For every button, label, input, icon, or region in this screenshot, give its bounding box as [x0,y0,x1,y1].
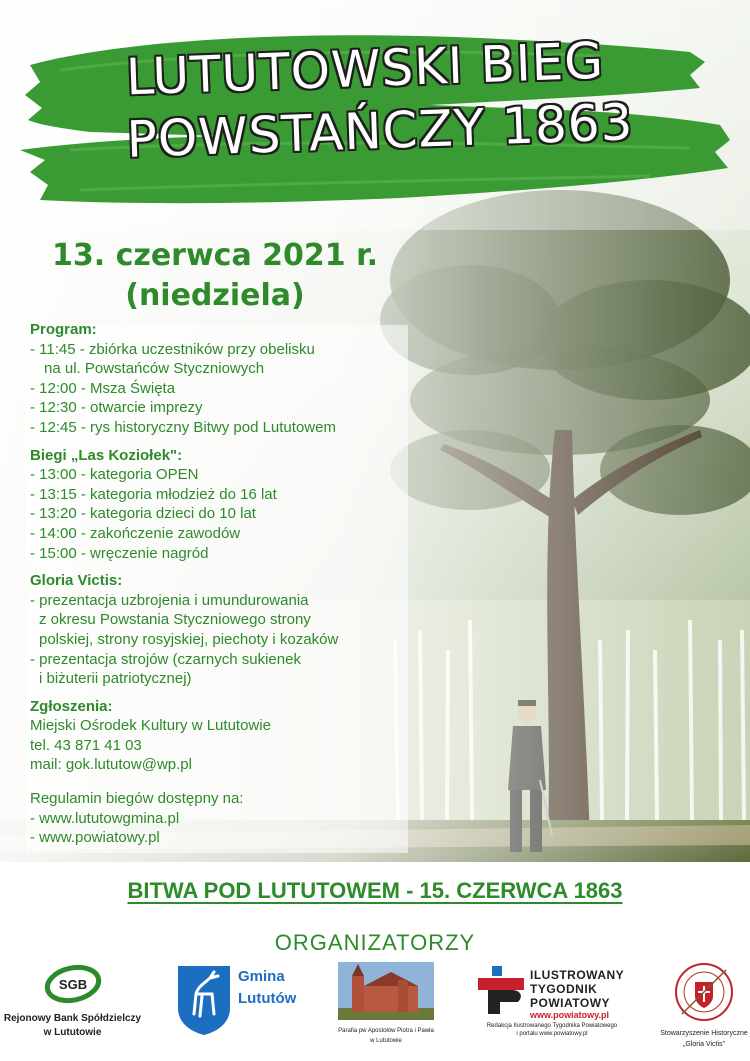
parafia-caption-2: w Lututowie [370,1038,402,1044]
gloria-item: z okresu Powstania Styczniowego strony [39,611,311,629]
runs-heading: Biegi „Las Koziołek": [30,446,183,464]
gloria-item: - prezentacja uzbrojenia i umundurowania [30,591,309,609]
runs-item: - 14:00 - zakończenie zawodów [30,524,241,542]
gloria-heading: Gloria Victis: [30,572,123,590]
itp-line-2: TYGODNIK [530,982,598,996]
itp-caption [478,1022,626,1038]
gloria-item: polskiej, strony rosyjskiej, piechoty i kozaków [39,630,339,648]
itp-line-1: ILUSTROWANY [530,968,625,982]
itp-caption-1: Redakcja Ilustrowanego Tygodnika Powiatowego [486,1023,618,1029]
program-content [30,320,410,856]
gv-caption-2: „Gloria Victis" [682,1041,726,1048]
gmina-line-1: Gmina [238,968,285,985]
program-section [30,320,410,438]
page-title [0,31,750,169]
registration-heading: Zgłoszenia: [30,697,113,715]
itp-url[interactable]: www.powiatowy.pl [530,1010,610,1020]
rules-link[interactable]: - www.powiatowy.pl [30,829,160,847]
rules-link[interactable]: - www.lututowgmina.pl [30,809,180,827]
itp-mark-icon [478,966,526,1016]
program-item: - 11:45 - zbiórka uczestników przy obelisku [30,340,315,358]
event-date [0,236,430,316]
gloria-item: - prezentacja strojów (czarnych sukienek [30,650,301,668]
battle-banner [0,878,750,904]
registration-phone[interactable]: tel. 43 871 41 03 [30,736,142,754]
parafia-logo [336,962,436,1045]
gmina-logo [176,962,326,1040]
runs-item: - 13:20 - kategoria dzieci do 10 lat [30,505,256,523]
event-day-line: (niedziela) [125,278,305,313]
program-heading: Program: [30,321,97,338]
church-icon [338,962,434,1020]
title-line-2: POWSTAŃCZY 1863 [125,93,635,169]
program-item: - 12:45 - rys historyczny Bitwy pod Lututowem [30,418,336,436]
itp-title [530,968,624,1010]
gloria-section [30,571,410,689]
runs-item: - 15:00 - wręczenie nagród [30,544,209,562]
parafia-caption-1: Parafia pw Apostołów Piotra i Pawła [338,1028,434,1034]
gloria-victis-logo [658,962,750,1049]
rules-section [30,789,410,848]
program-item: - 12:30 - otwarcie imprezy [30,399,203,417]
gloria-victis-seal-icon [674,962,734,1022]
runs-item: - 13:15 - kategoria młodzież do 16 lat [30,485,277,503]
event-date-line: 13. czerwca 2021 r. [51,238,378,273]
registration-mail[interactable]: mail: gok.lututow@wp.pl [30,756,192,774]
runs-section [30,446,410,564]
registration-org: Miejski Ośrodek Kultury w Lututowie [30,717,271,735]
sgb-caption-1: Rejonowy Bank Spółdzielczy [3,1013,142,1024]
itp-line-3: POWIATOWY [530,996,611,1010]
runs-item: - 13:00 - kategoria OPEN [30,466,199,484]
battle-text: BITWA POD LUTUTOWEM - 15. CZERWCA 1863 [127,878,623,903]
program-item: na ul. Powstańców Styczniowych [44,360,265,378]
gloria-item: i biżuterii patriotycznej) [39,670,192,688]
sgb-logo [0,962,145,1039]
registration-section [30,697,410,775]
sgb-caption-2: w Lututowie [43,1027,102,1038]
gmina-text [238,966,296,1010]
svg-text:SGB: SGB [58,977,87,992]
itp-caption-2: i portalu www.powiatowy.pl [516,1031,588,1037]
program-item: - 12:00 - Msza Święta [30,379,176,397]
title-line-1: LUTUTOWSKI BIEG [125,31,605,107]
sgb-mark-icon [41,962,105,1006]
coat-of-arms-icon [176,964,232,1036]
organizers-heading: ORGANIZATORZY [274,930,476,955]
gmina-line-2: Lututów [238,990,297,1007]
gv-caption-1: Stowarzyszenie Historyczne [660,1030,748,1037]
rules-heading: Regulamin biegów dostępny na: [30,790,244,808]
